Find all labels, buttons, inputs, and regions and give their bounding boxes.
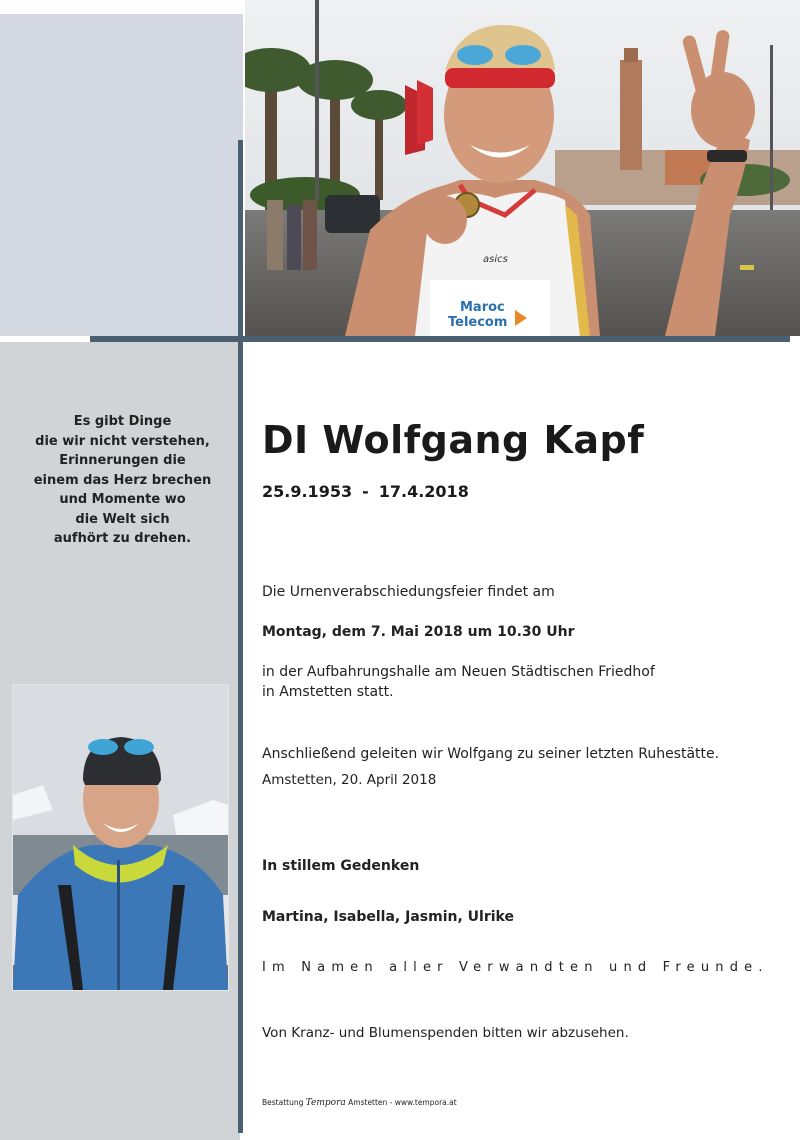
quote-line: einem das Herz brechen: [33, 472, 212, 488]
quote-line: aufhört zu drehen.: [53, 531, 192, 546]
ceremony-location-line-1: in der Aufbahrungshalle am Neuen Städtischen Friedhof: [262, 664, 655, 680]
vertical-divider-line: [238, 140, 243, 1133]
mourning-heading: In stillem Gedenken: [262, 858, 420, 874]
quote-line: die Welt sich: [75, 511, 170, 527]
place-and-date: Amstetten, 20. April 2018: [262, 772, 437, 788]
quote-line: und Momente wo: [59, 492, 186, 507]
runner-photo: [245, 0, 800, 336]
mourner-names: Martina, Isabella, Jasmin, Ulrike: [262, 909, 514, 925]
date-separator: -: [362, 482, 369, 501]
quote-line: Es gibt Dinge: [73, 414, 172, 429]
funeral-home-footer: [262, 1098, 457, 1108]
life-dates: [262, 482, 469, 501]
horizontal-divider-line: [90, 336, 790, 342]
quote-line: die wir nicht verstehen,: [35, 433, 210, 449]
burial-note: Anschließend geleiten wir Wolfgang zu seiner letzten Ruhestätte.: [262, 746, 720, 762]
flowers-note: Von Kranz- und Blumenspenden bitten wir abzusehen.: [262, 1025, 629, 1041]
memorial-quote: [20, 412, 225, 549]
death-date: 17.4.2018: [378, 482, 469, 501]
ceremony-intro: Die Urnenverabschiedungsfeier findet am: [262, 584, 555, 600]
birth-date: 25.9.1953: [262, 482, 353, 501]
deceased-name: DI Wolfgang Kapf: [262, 418, 645, 462]
ceremony-datetime: Montag, dem 7. Mai 2018 um 10.30 Uhr: [262, 624, 575, 640]
footer-suffix: Amstetten - www.tempora.at: [348, 1098, 457, 1107]
ceremony-location-line-2: in Amstetten statt.: [262, 684, 394, 700]
bib-line-1: Maroc: [460, 300, 505, 315]
footer-prefix: Bestattung: [262, 1098, 304, 1107]
bib-line-2: Telecom: [448, 315, 508, 330]
quote-line: Erinnerungen die: [59, 453, 186, 468]
shirt-brand: asics: [483, 254, 508, 265]
left-top-panel: [0, 14, 243, 336]
relatives-line: Im Namen aller Verwandten und Freunde.: [262, 960, 769, 975]
footer-brand: Tempora: [305, 1098, 346, 1108]
portrait-photo: [12, 684, 229, 991]
